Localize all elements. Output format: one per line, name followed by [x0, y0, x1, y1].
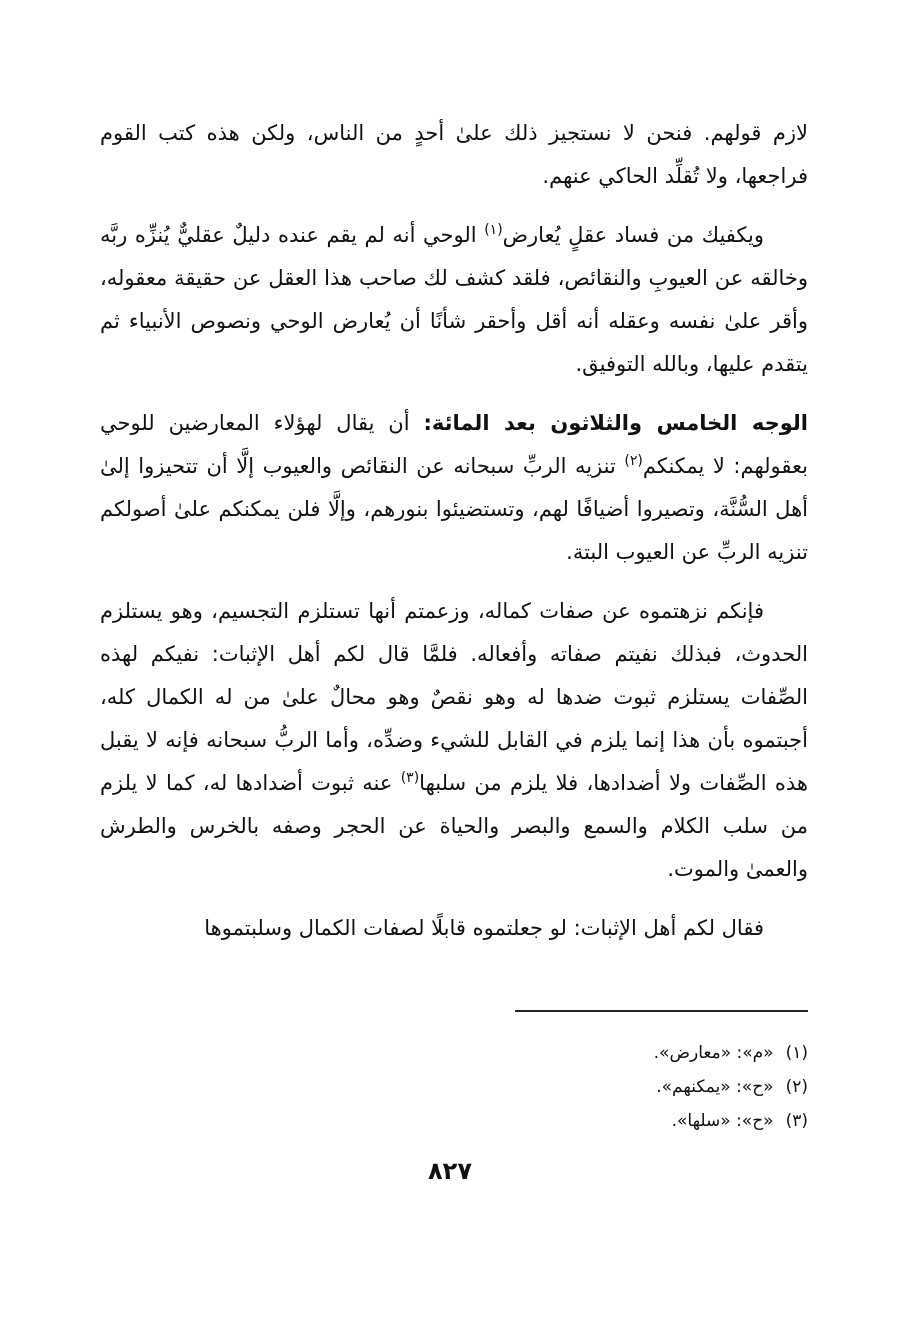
footnote-divider: [515, 1010, 808, 1012]
paragraph-2: [100, 214, 808, 386]
footnote-3: [408, 1104, 808, 1138]
footnotes: [408, 1036, 808, 1138]
footnote-1: [408, 1036, 808, 1070]
paragraph-3-text-b: تنزيه الربِّ سبحانه عن النقائص والعيوب إلَّا أن تتحيزوا إلىٰ أهل السُّنَّة، وتصيروا أضيافًا لهم، وتستضيئوا بنورهم، وإلَّا فلن يمكنكم علىٰ أصولكم تنزيه الربِّ عن العيوب البتة.: [100, 454, 808, 564]
footnote-number: (٣): [785, 1111, 808, 1131]
footnote-ref-2[interactable]: (٢): [624, 453, 643, 469]
paragraph-4: [100, 590, 808, 891]
footnote-2: [408, 1070, 808, 1104]
paragraph-2-text-b: الوحي أنه لم يقم عنده دليلٌ عقليٌّ يُنزِّه ربَّه وخالقه عن العيوبِ والنقائص، فلقد كشف لك صاحب هذا العقل عن حقيقة معقوله، وأقر علىٰ نفسه وعقله أنه أقل وأحقر شأنًا أن يُعارض الوحي ونصوص الأنبياء ثم يتقدم عليها، وبالله التوفيق.: [100, 223, 808, 376]
footnote-number: (٢): [785, 1077, 808, 1097]
paragraph-1-text: لازم قولهم. فنحن لا نستجيز ذلك علىٰ أحدٍ من الناس، ولكن هذه كتب القوم فراجعها، ولا تُقلِّد الحاكي عنهم.: [100, 121, 808, 188]
paragraph-5: [100, 907, 808, 950]
footnote-ref-1[interactable]: (١): [484, 222, 503, 238]
footnote-ref-3[interactable]: (٣): [400, 770, 420, 786]
footnote-text: «م»: «معارض».: [653, 1043, 774, 1063]
paragraph-4-text-b: عنه ثبوت أضدادها له، كما لا يلزم من سلب الكلام والسمع والبصر والحياة عن الحجر وصفه بالخرس والطرش والعمىٰ والموت.: [100, 771, 808, 881]
paragraph-3-text-a: أن يقال لهؤلاء المعارضين للوحي بعقولهم: لا يمكنكم: [100, 411, 808, 478]
footnote-text: «ح»: «سلها».: [671, 1111, 774, 1131]
paragraph-4-text-a: فإنكم نزهتموه عن صفات كماله، وزعمتم أنها تستلزم التجسيم، وهو يستلزم الحدوث، فبذلك نفيتم صفاته وأفعاله. فلمَّا قال لكم أهل الإثبات: نفيكم لهذه الصِّفات يستلزم ثبوت ضدها له وهو نقصٌ وهو محالٌ علىٰ من له الكمال كله، أجبتموه بأن هذا إنما يلزم في القابل للشيء وضدِّه، وأما الربُّ سبحانه فإنه لا يقبل هذه الصِّفات ولا أضدادها، فلا يلزم من سلبها: [100, 599, 808, 795]
paragraph-3: [100, 402, 808, 574]
paragraph-1: [100, 112, 808, 198]
paragraph-2-text-a: ويكفيك من فساد عقلٍ يُعارض: [502, 223, 764, 247]
page-number: ٨٢٧: [428, 1157, 472, 1185]
section-heading: الوجه الخامس والثلاثون بعد المائة:: [423, 411, 808, 435]
page-body: [100, 112, 808, 966]
paragraph-5-text: فقال لكم أهل الإثبات: لو جعلتموه قابلًا لصفات الكمال وسلبتموها: [204, 916, 764, 940]
footnote-text: «ح»: «يمكنهم».: [656, 1077, 774, 1097]
footnote-number: (١): [785, 1043, 808, 1063]
